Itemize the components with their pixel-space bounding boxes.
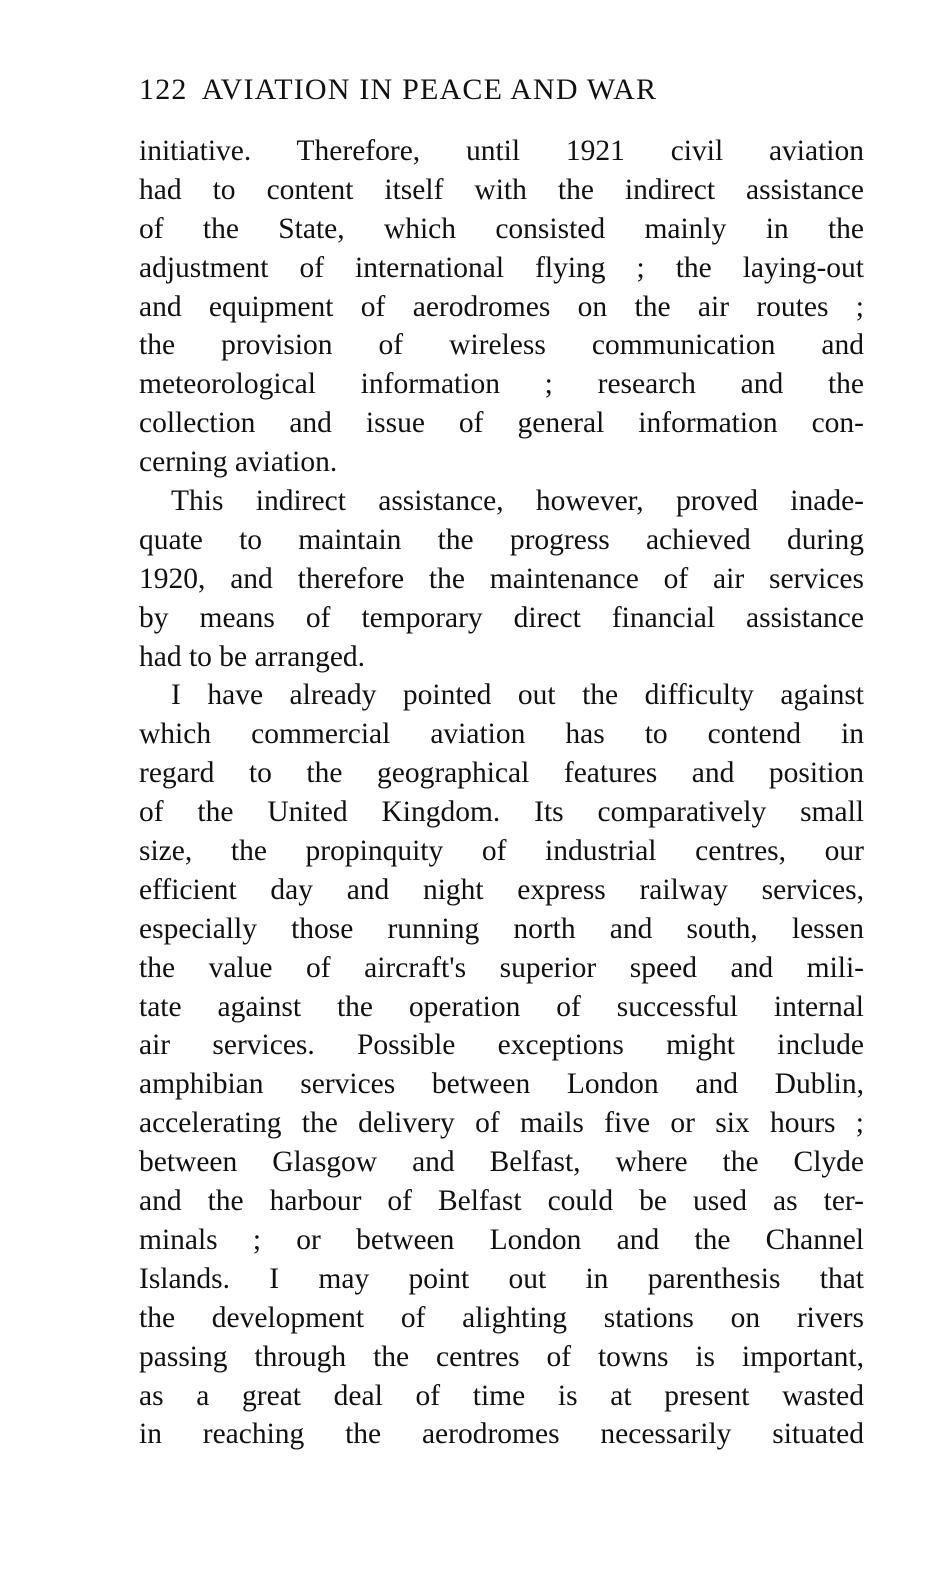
text-line: accelerating the delivery of mails five or six hours ; (139, 1107, 864, 1140)
text-line: and the harbour of Belfast could be used as ter- (139, 1185, 864, 1218)
text-line: initiative. Therefore, until 1921 civil aviation (139, 135, 864, 167)
text-line: cerning aviation. (139, 446, 338, 479)
text-line: I have already pointed out the difficulty against (171, 679, 864, 712)
text-line: meteorological information ; research and the (139, 368, 864, 401)
text-line: in reaching the aerodromes necessarily situated (139, 1418, 864, 1451)
text-line: tate against the operation of successful internal (139, 990, 864, 1023)
text-line: and equipment of aerodromes on the air routes ; (139, 290, 864, 323)
body-text (139, 132, 864, 1454)
text-line: amphibian services between London and Dublin, (139, 1068, 864, 1101)
text-line: size, the propinquity of industrial centres, our (139, 835, 864, 868)
text-line: adjustment of international flying ; the laying-out (139, 251, 864, 284)
text-line: of the State, which consisted mainly in the (139, 212, 864, 245)
running-head (139, 68, 864, 112)
text-line: between Glasgow and Belfast, where the Clyde (139, 1146, 864, 1179)
text-line: passing through the centres of towns is important, (139, 1340, 864, 1373)
text-line: regard to the geographical features and position (139, 757, 864, 790)
text-line: of the United Kingdom. Its comparatively small (139, 796, 864, 829)
text-line: the development of alighting stations on rivers (139, 1301, 864, 1334)
text-line: the provision of wireless communication and (139, 329, 864, 362)
text-line: air services. Possible exceptions might include (139, 1029, 864, 1062)
text-line: 1920, and therefore the maintenance of air services (139, 562, 864, 595)
text-line: had to be arranged. (139, 640, 366, 673)
text-line: which commercial aviation has to contend in (139, 718, 864, 751)
text-line: by means of temporary direct financial assistance (139, 601, 864, 634)
paragraph-2 (139, 482, 864, 676)
page-number: 122 (139, 73, 188, 106)
text-line: had to content itself with the indirect assistance (139, 173, 864, 206)
text-line: especially those running north and south, lessen (139, 912, 864, 945)
text-line: Islands. I may point out in parenthesis that (139, 1262, 864, 1295)
text-line: as a great deal of time is at present wasted (139, 1379, 864, 1412)
text-line: efficient day and night express railway services, (139, 873, 864, 906)
text-line: collection and issue of general information con- (139, 407, 864, 440)
text-line: the value of aircraft's superior speed and mili- (139, 951, 864, 984)
text-line: This indirect assistance, however, proved inade- (171, 485, 864, 518)
text-line: quate to maintain the progress achieved during (139, 523, 864, 556)
paragraph-3 (139, 676, 864, 1454)
text-line: minals ; or between London and the Channel (139, 1223, 864, 1256)
running-title: AVIATION IN PEACE AND WAR (201, 73, 658, 106)
paragraph-1 (139, 132, 864, 482)
